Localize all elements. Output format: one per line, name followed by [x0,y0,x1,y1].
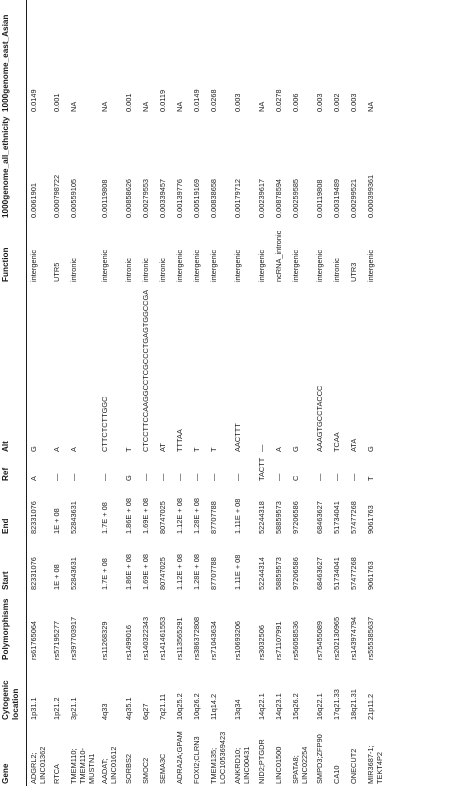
cell-function: intronic [332,258,341,282]
cell-gene [231,722,255,786]
cell-function: intergenic [28,249,38,282]
cell-end: 9061763 [366,505,375,534]
cell-start: 52244314 [257,557,266,590]
cell-gene [98,722,122,786]
cell-start: 68463627 [315,557,324,590]
cell-function: intergenic [291,249,300,282]
table-row [347,0,364,786]
col-header-cytogenic-location: Cytogenic location [0,662,26,722]
cell-alt: AT [158,443,167,452]
cell-gene [122,722,139,786]
cell-east-asian: 0.006 [291,93,300,112]
gene-name-line: MIR3687-1; [366,745,375,784]
cell-alt: T [124,447,133,452]
cell-end: 80747025 [158,501,167,534]
cell-east-asian: 0.0278 [274,89,283,112]
cell-gene [139,722,156,786]
cell-end: 97206586 [291,501,300,534]
cell-end: 87707788 [209,501,218,534]
table-row [26,0,50,786]
cell-all-ethnicity: 0.0061901 [28,183,38,218]
gene-name-line: FOXI2;CLRN3 [192,736,201,784]
cell-start: 58859573 [274,557,283,590]
cell-gene [313,722,330,786]
gene-name-line: LINC01362 [37,746,47,784]
cell-alt: TCAA [332,432,341,452]
cell-alt: G [366,446,375,452]
col-header-gene: Gene [0,722,26,786]
table-row [190,0,207,786]
cell-polymorphism: rs71043634 [209,620,218,660]
cell-ref: — [209,473,218,481]
cell-ref: — [332,473,341,481]
cell-all-ethnicity: 0.00299521 [349,178,358,218]
cell-cytogenic-location: 13q34 [233,699,242,720]
cell-alt: AACTTT [233,423,242,452]
cell-start: 52843631 [69,557,78,590]
cell-all-ethnicity: 0.00279553 [141,178,150,218]
cell-end: 1.7E + 08 [100,502,109,534]
cell-all-ethnicity: 0.00519169 [192,178,201,218]
cell-gene [67,722,98,786]
col-header-ref: Ref [0,454,26,483]
cell-east-asian: NA [141,101,150,112]
cell-start: 51734041 [332,557,341,590]
cell-end: 1.86E + 08 [124,498,133,534]
cell-function: intergenic [175,249,184,282]
cell-cytogenic-location: 10q26.2 [192,693,201,720]
gene-name-line: TEKT4P2 [375,751,384,784]
col-header-start: Start [0,536,26,592]
cell-alt: CTTCTCTTGGC [100,396,109,452]
cell-gene [289,722,313,786]
cell-polymorphism: rs397703917 [69,616,78,660]
cell-east-asian: 0.0149 [192,89,201,112]
cell-start: 1.69E + 08 [141,554,150,590]
cell-cytogenic-location: 16q22.1 [315,693,324,720]
gene-name-line: ANKRD10; [233,747,242,784]
cell-function: intergenic [209,249,218,282]
cell-east-asian: 0.0119 [158,89,167,112]
cell-function: intronic [141,258,150,282]
gene-name-line: TMEM135; [209,747,218,784]
cell-function: intronic [158,258,167,282]
cell-ref: — [349,473,358,481]
cell-east-asian: 0.003 [315,93,324,112]
cell-start: 1E + 08 [52,564,61,590]
cell-start: 1.86E + 08 [124,554,133,590]
cell-cytogenic-location: 17q21.33 [332,689,341,720]
cell-east-asian: 0.0268 [209,89,218,112]
gene-name-line: TMEM110- [78,748,87,784]
cell-end: 51734041 [332,501,341,534]
cell-cytogenic-location: 18q21.31 [349,689,358,720]
table-body [26,0,388,786]
cell-end: 52244318 [257,501,266,534]
cell-function: intergenic [192,249,201,282]
cell-polymorphism: rs386372808 [192,616,201,660]
cell-gene [50,722,67,786]
table-row [173,0,190,786]
col-header-end: End [0,483,26,536]
cell-alt: G [291,446,300,452]
cell-east-asian: NA [257,101,266,112]
table-row [364,0,388,786]
cell-alt: A [274,447,283,452]
cell-start: 87707788 [209,557,218,590]
cell-all-ethnicity: 0.00179712 [233,178,242,218]
cell-start: 1.28E + 08 [192,554,201,590]
cell-east-asian: NA [175,101,184,112]
gene-name-line: LOC105369423 [218,731,227,784]
cell-ref: C [291,475,300,481]
table-row [67,0,98,786]
table-row [272,0,289,786]
cell-end: 57477268 [349,501,358,534]
cell-cytogenic-location: 21p11.2 [366,693,375,720]
cell-gene [207,722,231,786]
cell-cytogenic-location: 15q26.2 [291,693,300,720]
cell-start: 80747025 [158,557,167,590]
cell-polymorphism: rs3032506 [257,625,266,660]
cell-all-ethnicity: 0.00319489 [332,178,341,218]
cell-all-ethnicity: 0.00838658 [209,178,218,218]
gene-name-line: ADRA2A;GPAM [175,731,184,784]
cell-polymorphism: rs140322343 [141,616,150,660]
cell-cytogenic-location: 4q33 [100,703,109,720]
cell-ref: — [52,473,61,481]
cell-cytogenic-location: 14q22.1 [257,693,266,720]
cell-polymorphism: rs113565291 [175,617,184,660]
cell-east-asian: NA [366,101,375,112]
cell-east-asian: 0.001 [52,93,61,112]
cell-function: ncRNA_intronic [274,230,283,282]
cell-all-ethnicity: 0.00239617 [257,178,266,218]
cell-start: 1.11E + 08 [233,554,242,590]
table-row [122,0,139,786]
cell-end: 1.11E + 08 [233,498,242,534]
cell-start: 1.7E + 08 [100,558,109,590]
gene-name-line: MUSTN1 [87,753,96,784]
cell-end: 82331076 [28,501,38,534]
gene-name-line: SMPD3;ZFP90 [315,734,324,784]
cell-polymorphism: rs61765064 [28,620,38,660]
col-header-all-ethnicity: 1000genome_all_ethnicity [0,114,26,220]
cell-polymorphism: rs202130965 [332,616,341,660]
cell-start: 57477268 [349,557,358,590]
cell-function: intergenic [257,249,266,282]
cell-alt: CTCCTTCCAAGGCCTCGCCCTGAGTGGCCGA [141,289,150,452]
cell-gene [330,722,347,786]
gene-name-line: LINC00431 [242,746,251,784]
table-row [207,0,231,786]
cell-polymorphism: rs141461553 [158,616,167,660]
cell-east-asian: 0.001 [124,93,133,112]
cell-all-ethnicity: 0.00559105 [69,178,78,218]
cell-end: 1.28E + 08 [192,498,201,534]
cell-alt: TTTAA [175,429,184,452]
cell-start: 1.12E + 08 [175,554,184,590]
cell-ref: A [28,476,38,481]
cell-function: intronic [69,258,78,282]
cell-polymorphism: rs11268329 [100,621,109,660]
table-row [50,0,67,786]
cell-function: intergenic [315,249,324,282]
cell-all-ethnicity: 0.00858626 [124,178,133,218]
col-header-polymorphisms: Polymorphisms [0,592,26,662]
cell-gene [272,722,289,786]
gene-name-line: AADAT; [100,758,109,784]
table-row [156,0,173,786]
cell-all-ethnicity: 0.00119808 [100,179,109,218]
cell-cytogenic-location: 3p21.1 [69,697,78,720]
cell-polymorphism: rs10693206 [233,620,242,660]
cell-cytogenic-location: 1p21.2 [52,697,61,720]
gene-name-line: SORBS2 [124,754,133,784]
cell-east-asian: 0.003 [349,93,358,112]
gene-name-line: CA10 [332,765,341,784]
cell-cytogenic-location: 11q14.2 [209,693,218,720]
cell-ref: — [192,473,201,481]
cell-ref: — [233,473,242,481]
cell-alt: AAAGTGCCTACCC [315,385,324,452]
cell-polymorphism: rs71107991 [274,621,283,660]
cell-function: intronic [124,258,133,282]
cell-polymorphism: rs555385637 [366,616,375,660]
cell-start: 97206586 [291,557,300,590]
cell-gene [173,722,190,786]
cell-gene [190,722,207,786]
cell-all-ethnicity: 0.00259585 [291,178,300,218]
cell-ref: T [366,476,375,481]
col-header-east-asian: 1000genome_east_Asian [0,0,26,114]
cell-end: 68463627 [315,501,324,534]
cell-end: 58859573 [274,501,283,534]
table-row [255,0,272,786]
col-header-alt: Alt [0,284,26,454]
cell-alt: A [52,447,61,452]
cell-alt: — [257,444,266,452]
gene-name-line: ADGRL2; [28,752,38,784]
col-header-function: Function [0,220,26,284]
cell-ref: — [100,473,109,481]
cell-alt: T [192,447,201,452]
cell-all-ethnicity: 0.000798722 [52,174,61,218]
cell-polymorphism: rs56058536 [291,620,300,660]
cell-all-ethnicity: 0.00878594 [274,178,283,218]
cell-cytogenic-location: 10q25.2 [175,693,184,720]
cell-end: 52843631 [69,501,78,534]
cell-end: 1.69E + 08 [141,498,150,534]
cell-alt: T [209,447,218,452]
cell-ref: — [158,473,167,481]
cell-function: UTR3 [349,262,358,282]
cell-gene [156,722,173,786]
gene-name-line: ONECUT2 [349,748,358,784]
cell-polymorphism: rs143974794 [349,616,358,660]
cell-all-ethnicity: 0.000399361 [366,174,375,218]
cell-ref: — [175,473,184,481]
cell-ref: TACTT [257,457,266,481]
cell-function: intergenic [100,249,109,282]
cell-ref: — [315,473,324,481]
cell-polymorphism: rs1499016 [124,625,133,660]
header-row [0,0,26,786]
cell-gene [347,722,364,786]
gene-name-line: LINC01500 [274,746,283,784]
cell-function: intergenic [233,249,242,282]
cell-ref: — [141,473,150,481]
cell-all-ethnicity: 0.00339457 [158,178,167,218]
table-row [313,0,330,786]
table-row [289,0,313,786]
cell-start: 82331076 [28,557,38,590]
table-row [98,0,122,786]
gene-name-line: LINC02254 [300,746,309,784]
cell-alt: A [69,447,78,452]
cell-east-asian: NA [69,101,78,112]
cell-gene [364,722,388,786]
cell-end: 1E + 08 [52,508,61,534]
cell-ref: G [124,475,133,481]
cell-polymorphism: rs75455089 [315,620,324,660]
cell-east-asian: 0.002 [332,93,341,112]
cell-gene [26,722,50,786]
cell-end: 1.12E + 08 [175,498,184,534]
cell-ref: — [274,473,283,481]
table-row [231,0,255,786]
cell-function: intergenic [366,249,375,282]
cell-ref: — [69,473,78,481]
cell-cytogenic-location: 6q27 [141,703,150,720]
cell-start: 9061763 [366,561,375,590]
cell-alt: ATA [349,438,358,452]
gene-name-line: RTCA [52,764,61,784]
cell-alt: G [28,446,38,452]
cell-cytogenic-location: 1p31.1 [28,697,38,720]
gene-name-line: SPATA8; [291,755,300,784]
cell-cytogenic-location: 14q23.1 [274,693,283,720]
cell-east-asian: 0.003 [233,93,242,112]
cell-all-ethnicity: 0.00139776 [175,178,184,218]
gene-name-line: LINC01612 [109,746,118,784]
cell-gene [255,722,272,786]
gene-name-line: TMEM110; [69,748,78,784]
table-row [139,0,156,786]
gene-name-line: SMOC2 [141,757,150,784]
gene-name-line: SEMA3C [158,753,167,784]
gene-name-line: NID2;PTGDR [257,739,266,784]
cell-east-asian: 0.0149 [28,89,38,112]
cell-cytogenic-location: 4q35.1 [124,697,133,720]
cell-all-ethnicity: 0.00119808 [315,179,324,218]
cell-east-asian: NA [100,101,109,112]
table-row [330,0,347,786]
cell-cytogenic-location: 7q21.11 [158,693,167,720]
cell-function: UTR5 [52,262,61,282]
cell-polymorphism: rs57195277 [52,620,61,660]
